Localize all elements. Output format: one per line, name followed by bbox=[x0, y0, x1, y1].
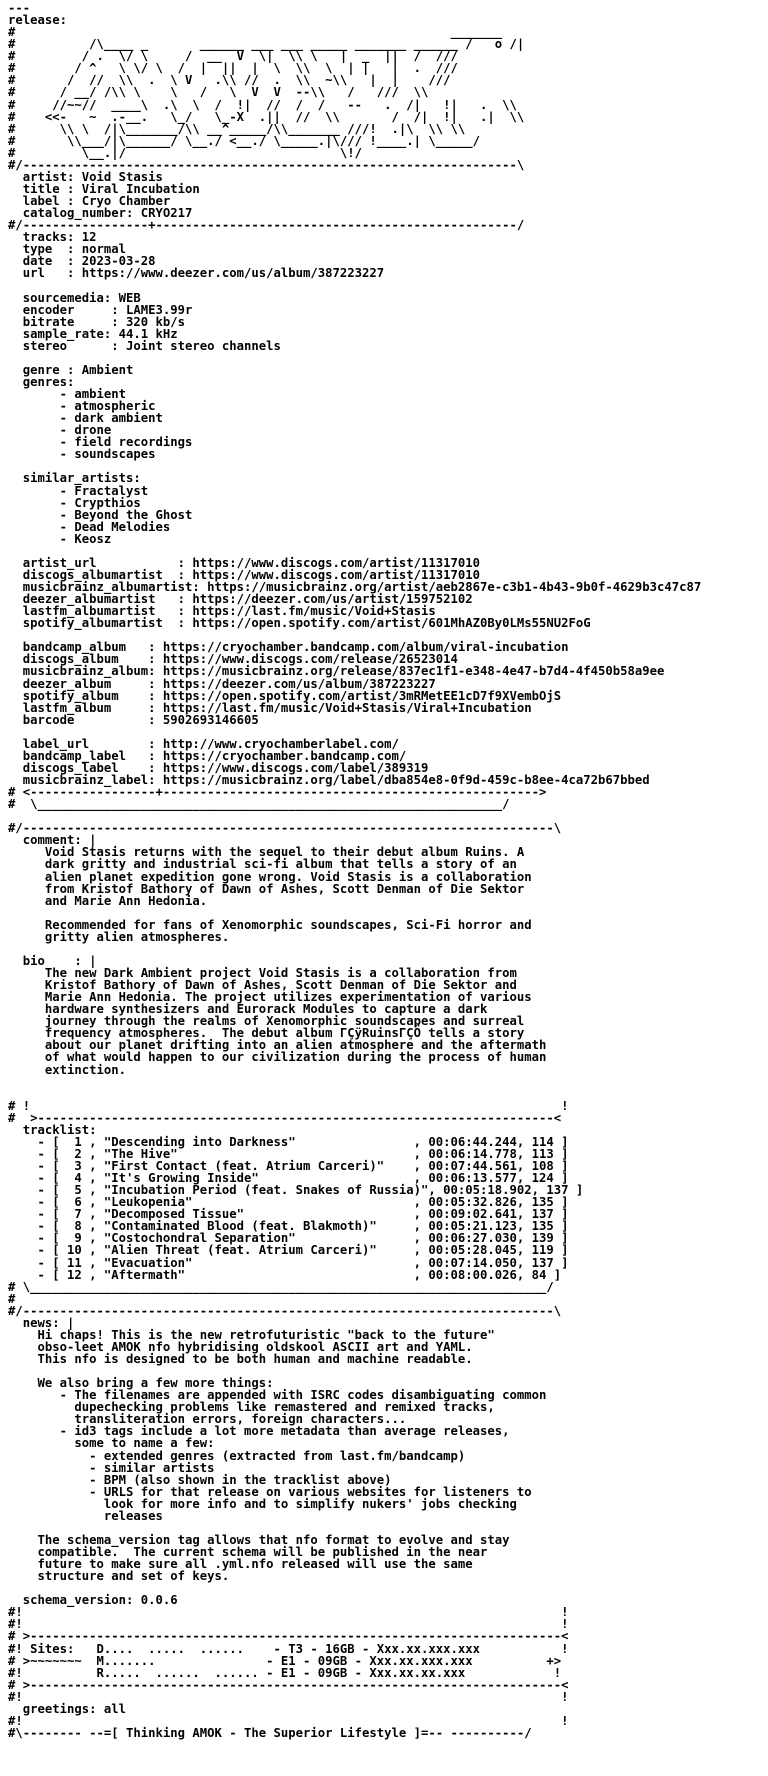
nfo-line: # /\____ _ ______ ___ ___ _____ _______ ______ / o /| bbox=[8, 37, 525, 52]
nfo-line: # \__.|/ \!/ bbox=[8, 145, 363, 160]
nfo-line: extinction. bbox=[8, 1062, 127, 1077]
nfo-line: #! ! bbox=[8, 1605, 569, 1620]
nfo-line: spotify_albumartist : https://open.spotify.com/artist/601MhAZ0By0LMs55NU2FoG bbox=[8, 616, 591, 631]
nfo-line: - [ 5 , "Incubation Period (feat. Snakes of Russia)", 00:05:18.902, 137 ] bbox=[8, 1183, 584, 1198]
nfo-line: sample_rate: 44.1 kHz bbox=[8, 326, 178, 341]
nfo-line: artist_url : https://www.discogs.com/artist/11317010 bbox=[8, 555, 481, 570]
nfo-line: - drone bbox=[8, 423, 112, 438]
nfo-line: - Dead Melodies bbox=[8, 519, 171, 534]
nfo-line: label : Cryo Chamber bbox=[8, 194, 171, 208]
nfo-line: artist: Void Stasis bbox=[8, 169, 163, 184]
nfo-line: Void Stasis returns with the sequel to their debut album Ruins. A bbox=[8, 845, 525, 860]
nfo-line: - [ 8 , "Contaminated Blood (feat. Blakmoth)" , 00:05:21.123, 135 ] bbox=[8, 1219, 569, 1234]
nfo-line: title : Viral Incubation bbox=[8, 181, 200, 196]
nfo-line: - BPM (also shown in the tracklist above) bbox=[8, 1472, 392, 1487]
nfo-line: The new Dark Ambient project Void Stasis is a collaboration from bbox=[8, 966, 517, 980]
nfo-line: #! ! bbox=[8, 1689, 569, 1704]
nfo-line: - Fractalyst bbox=[8, 483, 149, 498]
nfo-line: bio : | bbox=[8, 953, 97, 968]
nfo-line: deezer_album : https://deezer.com/us/album/387223227 bbox=[8, 676, 436, 691]
nfo-line: # / // \\ . \ V .\\ // . \\ ~\\ | | /// bbox=[8, 73, 451, 88]
nfo-line: We also bring a few more things: bbox=[8, 1376, 274, 1391]
nfo-line: - [ 11 , "Evacuation" , 00:07:14.050, 137 ] bbox=[8, 1255, 569, 1270]
nfo-line: - [ 3 , "First Contact (feat. Atrium Carceri)" , 00:07:44.561, 108 ] bbox=[8, 1159, 569, 1173]
nfo-line: tracklist: bbox=[8, 1122, 97, 1137]
nfo-line: # \______________________________________________________________________/ bbox=[8, 1279, 554, 1294]
nfo-line: - Keosz bbox=[8, 531, 112, 546]
nfo-line: Recommended for fans of Xenomorphic soundscapes, Sci-Fi horror and bbox=[8, 917, 532, 932]
nfo-line: - [ 6 , "Leukopenia" , 00:05:32.826, 135 ] bbox=[8, 1195, 569, 1210]
nfo-line: # \\ \ /|\_______/\\ __^_____/\\_______ ///! .|\ \\ \\ bbox=[8, 121, 466, 136]
nfo-line: releases bbox=[8, 1508, 163, 1523]
nfo-line: discogs_album : https://www.discogs.com/release/26523014 bbox=[8, 652, 458, 667]
nfo-line: # <<- ~ .-__. \_/ \_-X .|| // \\ / /| !| .| \\ bbox=[8, 109, 525, 124]
nfo-line: # <-----------------+---------------------------------------------------> bbox=[8, 785, 547, 800]
nfo-line: deezer_albumartist : https://deezer.com/us/artist/159752102 bbox=[8, 592, 473, 607]
nfo-line: stereo : Joint stereo channels bbox=[8, 338, 281, 353]
nfo-line: of what would happen to our civilization during the process of human bbox=[8, 1050, 547, 1065]
nfo-line: type : normal bbox=[8, 242, 127, 257]
nfo-line: # >------------------------------------------------------------------------< bbox=[8, 1629, 569, 1644]
nfo-line: - field recordings bbox=[8, 435, 193, 450]
nfo-line: #/-----------------+-------------------------------------------------/ bbox=[8, 218, 525, 233]
nfo-line: gritty alien atmospheres. bbox=[8, 929, 230, 944]
nfo-line: - ambient bbox=[8, 387, 127, 401]
nfo-line: # ! ! bbox=[8, 1098, 569, 1113]
nfo-line: This nfo is designed to be both human and machine readable. bbox=[8, 1352, 473, 1366]
nfo-line: #\-------- --=[ Thinking AMOK - The Superior Lifestyle ]=-- ----------/ bbox=[8, 1725, 532, 1740]
nfo-line: news: | bbox=[8, 1315, 75, 1330]
nfo-line: some to name a few: bbox=[8, 1436, 215, 1451]
nfo-line: - [ 12 , "Aftermath" , 00:08:00.026, 84 ] bbox=[8, 1267, 562, 1282]
nfo-line: musicbrainz_label: https://musicbrainz.org/label/dba854e8-0f9d-459c-b8ee-4ca72b67bbed bbox=[8, 773, 650, 787]
nfo-line: url : https://www.deezer.com/us/album/387223227 bbox=[8, 266, 385, 281]
nfo-line: dupechecking problems like remastered and remixed tracks, bbox=[8, 1400, 495, 1415]
nfo-line: # _______ bbox=[8, 25, 503, 40]
nfo-line: - Beyond the Ghost bbox=[8, 507, 193, 522]
nfo-line: frequency atmospheres. The debut album ΓÇÿRuinsΓÇÖ tells a story bbox=[8, 1026, 525, 1041]
nfo-line: future to make sure all .yml.nfo released will use the same bbox=[8, 1557, 473, 1572]
nfo-line: compatible. The current schema will be published in the near bbox=[8, 1545, 488, 1559]
nfo-line: schema_version: 0.0.6 bbox=[8, 1593, 178, 1608]
nfo-line: greetings: all bbox=[8, 1701, 127, 1716]
nfo-line: - Crypthios bbox=[8, 495, 141, 510]
nfo-line: bandcamp_album : https://cryochamber.bandcamp.com/album/viral-incubation bbox=[8, 640, 569, 655]
nfo-line: #/------------------------------------------------------------------------\ bbox=[8, 821, 562, 836]
nfo-line: # / . \/ \ / __ V \| \\ \ | _ || / /// bbox=[8, 49, 458, 64]
nfo-line: hardware synthesizers and Eurorack Modules to capture a dark bbox=[8, 1002, 488, 1017]
nfo-line: - atmospheric bbox=[8, 399, 156, 414]
nfo-line: label_url : http://www.cryochamberlabel.com/ bbox=[8, 736, 399, 751]
nfo-line: musicbrainz_album: https://musicbrainz.org/release/837ec1f1-e348-4e47-b7d4-4f450b58a9ee bbox=[8, 664, 665, 679]
nfo-line: encoder : LAME3.99r bbox=[8, 302, 193, 317]
nfo-line: date : 2023-03-28 bbox=[8, 254, 156, 269]
nfo-line: # >----------------------------------------------------------------------< bbox=[8, 1110, 562, 1125]
nfo-line: genre : Ambient bbox=[8, 362, 134, 377]
nfo-line: #! ! bbox=[8, 1617, 569, 1632]
nfo-line: # \_______________________________________________________________/ bbox=[8, 797, 510, 812]
nfo-line: genres: bbox=[8, 374, 75, 389]
nfo-line: - [ 4 , "It's Growing Inside" , 00:06:13.577, 124 ] bbox=[8, 1171, 569, 1186]
nfo-line: structure and set of keys. bbox=[8, 1569, 230, 1584]
nfo-line: bitrate : 320 kb/s bbox=[8, 314, 186, 329]
nfo-line: obso-leet AMOK nfo hybridising oldskool ASCII art and YAML. bbox=[8, 1339, 473, 1354]
nfo-line: - [ 1 , "Descending into Darkness" , 00:06:44.244, 114 ] bbox=[8, 1134, 569, 1149]
nfo-line: The schema_version tag allows that nfo format to evolve and stay bbox=[8, 1532, 510, 1547]
nfo-line: # >------------------------------------------------------------------------< bbox=[8, 1677, 569, 1692]
nfo-line: and Marie Ann Hedonia. bbox=[8, 893, 208, 908]
nfo-line: Kristof Bathory of Dawn of Ashes, Scott Denman of Die Sektor and bbox=[8, 978, 517, 993]
nfo-line: musicbrainz_albumartist: https://musicbrainz.org/artist/aeb2867e-c3b1-4b43-9b0f-4629b3c47c87 bbox=[8, 580, 702, 594]
nfo-line: - [ 7 , "Decomposed Tissue" , 00:09:02.641, 137 ] bbox=[8, 1207, 569, 1222]
nfo-line: - [ 10 , "Alien Threat (feat. Atrium Carceri)" , 00:05:28.045, 119 ] bbox=[8, 1243, 569, 1258]
nfo-line: - dark ambient bbox=[8, 411, 163, 426]
nfo-line: barcode : 5902693146605 bbox=[8, 712, 259, 727]
nfo-line: spotify_album : https://open.spotify.com/artist/3mRMetEE1cD7f9XVembOjS bbox=[8, 688, 562, 703]
nfo-line: sourcemedia: WEB bbox=[8, 290, 141, 305]
nfo-line: lastfm_albumartist : https://last.fm/music/Void+Stasis bbox=[8, 604, 436, 619]
nfo-line: discogs_albumartist : https://www.discogs.com/artist/11317010 bbox=[8, 567, 481, 582]
nfo-line: similar_artists: bbox=[8, 471, 141, 486]
nfo-line: #/-------------------------------------------------------------------\ bbox=[8, 157, 525, 172]
nfo-line: # >~~~~~~~ M....... - E1 - 09GB - Xxx.xx.xxx.xxx +> bbox=[8, 1653, 562, 1668]
nfo-line: journey through the realms of Xenomorphic soundscapes and surreal bbox=[8, 1014, 525, 1029]
nfo-line: # bbox=[8, 1291, 16, 1306]
nfo-line: # / ^ \ \/ \ / | || | \ \\ \ | | | . /// bbox=[8, 61, 458, 76]
nfo-line: - The filenames are appended with ISRC codes disambiguating common bbox=[8, 1388, 547, 1403]
nfo-line: # / __/ /\\ \ \ / \ V V --\\ / /// \\ bbox=[8, 85, 429, 100]
nfo-line: release: bbox=[8, 13, 68, 28]
nfo-line: #! ! bbox=[8, 1713, 569, 1728]
nfo-line: about our planet drifting into an alien atmosphere and the aftermath bbox=[8, 1038, 547, 1053]
nfo-line: lastfm_album : https://last.fm/music/Void+Stasis/Viral+Incubation bbox=[8, 700, 532, 715]
nfo-line: discogs_label : https://www.discogs.com/label/389319 bbox=[8, 760, 429, 775]
nfo-line: comment: | bbox=[8, 833, 97, 848]
nfo-line: - similar artists bbox=[8, 1460, 215, 1475]
nfo-line: dark gritty and industrial sci-fi album that tells a story of an bbox=[8, 857, 517, 872]
nfo-line: transliteration errors, foreign characters... bbox=[8, 1412, 407, 1427]
nfo-line: # \\___/|\______/ \__./ <__./ \_____.|\/// !____.| \_____/ bbox=[8, 133, 481, 148]
nfo-line: - [ 2 , "The Hive" , 00:06:14.778, 113 ] bbox=[8, 1146, 569, 1161]
nfo-line: - [ 9 , "Costochondral Separation" , 00:06:27.030, 139 ] bbox=[8, 1231, 569, 1246]
nfo-line: - soundscapes bbox=[8, 447, 156, 462]
nfo-line: - URLS for that release on various websites for listeners to bbox=[8, 1484, 532, 1499]
nfo-line: catalog_number: CRYO217 bbox=[8, 206, 193, 221]
nfo-line: Hi chaps! This is the new retrofuturistic "back to the future" bbox=[8, 1327, 495, 1342]
nfo-line: alien planet expedition gone wrong. Void Stasis is a collaboration bbox=[8, 869, 532, 884]
nfo-line: #/------------------------------------------------------------------------\ bbox=[8, 1303, 562, 1318]
nfo-line: # //~~// ____\ .\ \ / !| // / / -- . /| !| . \\ bbox=[8, 97, 517, 112]
nfo-line: from Kristof Bathory of Dawn of Ashes, Scott Denman of Die Sektor bbox=[8, 881, 525, 896]
nfo-line: --- bbox=[8, 1, 31, 15]
nfo-line: tracks: 12 bbox=[8, 230, 97, 245]
nfo-line: bandcamp_label : https://cryochamber.bandcamp.com/ bbox=[8, 748, 407, 763]
nfo-line: Marie Ann Hedonia. The project utilizes experimentation of various bbox=[8, 990, 532, 1005]
nfo-line: - extended genres (extracted from last.fm/bandcamp) bbox=[8, 1448, 466, 1463]
nfo-line: look for more info and to simplify nukers' jobs checking bbox=[8, 1496, 517, 1511]
nfo-line: - id3 tags include a lot more metadata than average releases, bbox=[8, 1424, 510, 1439]
nfo-line: #! Sites: D.... ..... ...... - T3 - 16GB - Xxx.xx.xxx.xxx ! bbox=[8, 1641, 569, 1656]
nfo-line: #! R..... ...... ...... - E1 - 09GB - Xxx.xx.xx.xxx ! bbox=[8, 1665, 562, 1680]
